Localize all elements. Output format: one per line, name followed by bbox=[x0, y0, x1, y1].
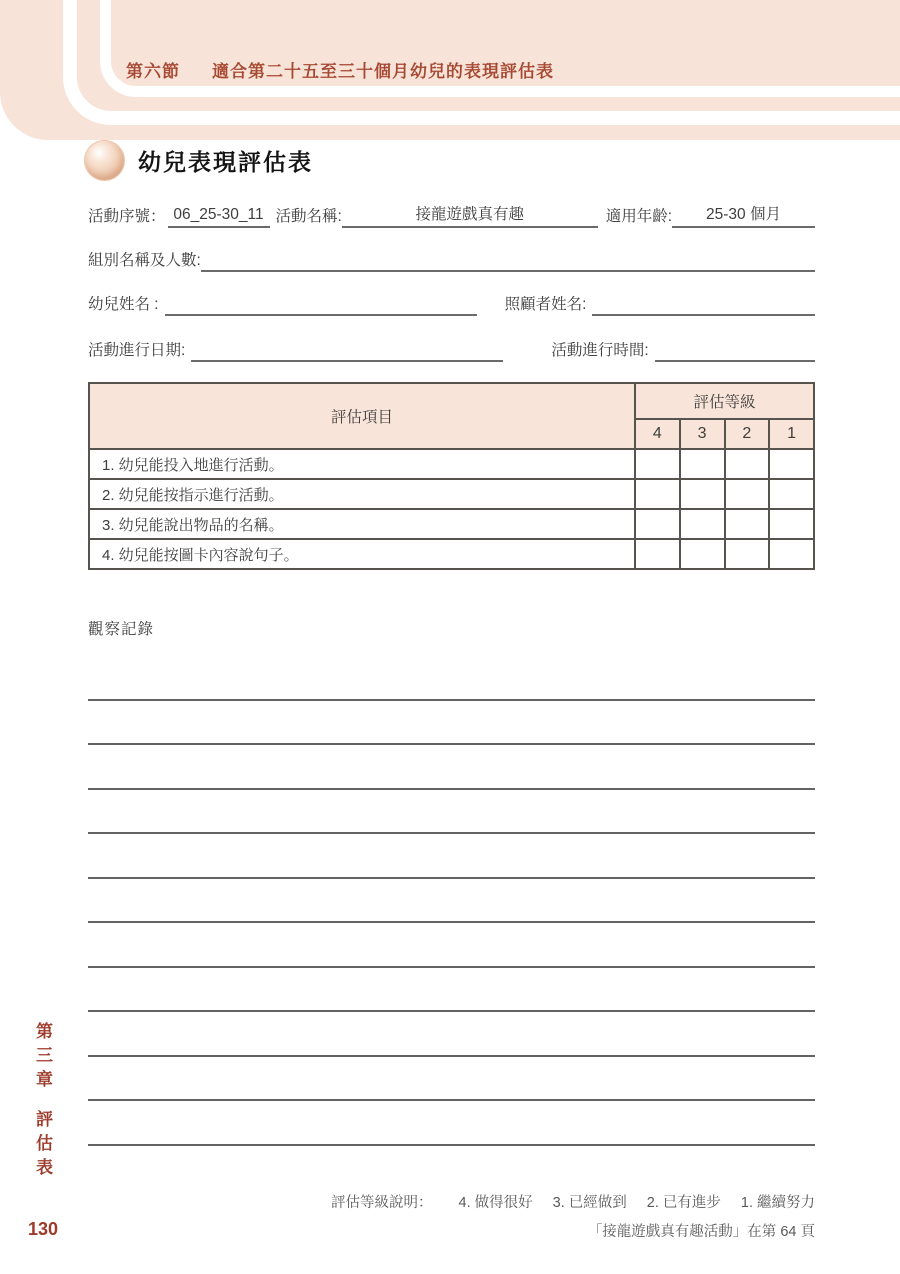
chapter-section-label: 評估表 bbox=[33, 1110, 52, 1182]
activity-time-label: 活動進行時間: bbox=[551, 342, 649, 359]
form-row-group bbox=[88, 246, 815, 272]
rating-cell[interactable] bbox=[680, 539, 725, 569]
child-name-field[interactable] bbox=[165, 290, 477, 316]
rating-cell[interactable] bbox=[725, 539, 770, 569]
section-title: 適合第二十五至三十個月幼兒的表現評估表 bbox=[212, 62, 554, 81]
assessment-table bbox=[88, 382, 815, 570]
writing-line[interactable] bbox=[88, 968, 815, 1013]
observation-lines bbox=[88, 656, 815, 1146]
item-text: 2. 幼兒能按指示進行活動。 bbox=[89, 479, 635, 509]
rating-cell[interactable] bbox=[769, 539, 814, 569]
items-column-header: 評估項目 bbox=[89, 383, 635, 449]
grade-column-header: 評估等級 bbox=[635, 383, 814, 419]
rating-cell[interactable] bbox=[725, 449, 770, 479]
item-text: 4. 幼兒能按圖卡內容說句子。 bbox=[89, 539, 635, 569]
banner-inner-frame bbox=[100, 0, 900, 97]
rating-cell[interactable] bbox=[725, 509, 770, 539]
rating-cell[interactable] bbox=[680, 479, 725, 509]
writing-line[interactable] bbox=[88, 745, 815, 790]
writing-line[interactable] bbox=[88, 923, 815, 968]
age-label: 適用年齡: bbox=[605, 208, 672, 225]
rating-cell[interactable] bbox=[680, 509, 725, 539]
table-row bbox=[89, 509, 814, 539]
group-field[interactable] bbox=[201, 246, 815, 272]
form-row-activity bbox=[88, 202, 815, 228]
grade-4-header: 4 bbox=[635, 419, 680, 449]
page-number: 130 bbox=[28, 1219, 59, 1239]
rating-cell[interactable] bbox=[635, 479, 680, 509]
writing-line[interactable] bbox=[88, 1012, 815, 1057]
item-text: 1. 幼兒能投入地進行活動。 bbox=[89, 449, 635, 479]
top-banner bbox=[0, 0, 900, 140]
grade-3-header: 3 bbox=[680, 419, 725, 449]
activity-name-label: 活動名稱: bbox=[275, 208, 342, 225]
legend-item: 4. 做得很好 bbox=[458, 1195, 533, 1211]
chapter-label: 第三章 bbox=[33, 1022, 52, 1094]
writing-line[interactable] bbox=[88, 1101, 815, 1146]
activity-number-label: 活動序號： bbox=[88, 208, 166, 225]
age-value: 25-30 個月 bbox=[706, 206, 781, 223]
rating-cell[interactable] bbox=[769, 479, 814, 509]
banner-title bbox=[126, 57, 554, 82]
activity-date-field[interactable] bbox=[191, 336, 503, 362]
activity-number-field[interactable] bbox=[168, 202, 270, 228]
activity-number-value: 06_25-30_11 bbox=[173, 206, 264, 223]
activity-name-field[interactable] bbox=[342, 202, 598, 228]
grade-legend bbox=[331, 1191, 815, 1212]
rating-cell[interactable] bbox=[635, 509, 680, 539]
item-text: 3. 幼兒能說出物品的名稱。 bbox=[89, 509, 635, 539]
child-name-label: 幼兒姓名 : bbox=[88, 296, 159, 313]
section-heading bbox=[85, 141, 313, 180]
page-title: 幼兒表現評估表 bbox=[138, 149, 313, 175]
activity-reference: 「接龍遊戲真有趣活動」在第 64 頁 bbox=[587, 1224, 815, 1240]
activity-date-label: 活動進行日期: bbox=[88, 342, 186, 359]
caregiver-name-field[interactable] bbox=[592, 290, 815, 316]
writing-line[interactable] bbox=[88, 701, 815, 746]
writing-line[interactable] bbox=[88, 834, 815, 879]
form-row-names bbox=[88, 290, 815, 316]
writing-line[interactable] bbox=[88, 1057, 815, 1102]
chapter-side-tab bbox=[30, 1022, 55, 1182]
rating-cell[interactable] bbox=[635, 449, 680, 479]
rating-cell[interactable] bbox=[635, 539, 680, 569]
legend-item: 1. 繼續努力 bbox=[740, 1195, 815, 1211]
rating-cell[interactable] bbox=[680, 449, 725, 479]
legend-label: 評估等級說明： bbox=[331, 1195, 433, 1211]
section-number: 第六節 bbox=[126, 62, 180, 81]
table-row bbox=[89, 539, 814, 569]
writing-line[interactable] bbox=[88, 879, 815, 924]
legend-item: 3. 已經做到 bbox=[552, 1195, 627, 1211]
activity-name-value: 接龍遊戲真有趣 bbox=[415, 206, 525, 223]
legend-item: 2. 已有進步 bbox=[646, 1195, 721, 1211]
form-row-datetime bbox=[88, 336, 815, 362]
pearl-bullet-icon bbox=[85, 141, 124, 180]
rating-cell[interactable] bbox=[769, 449, 814, 479]
group-label: 組別名稱及人數: bbox=[88, 252, 201, 269]
activity-time-field[interactable] bbox=[655, 336, 815, 362]
grade-1-header: 1 bbox=[769, 419, 814, 449]
table-header-row bbox=[89, 383, 814, 419]
rating-cell[interactable] bbox=[769, 509, 814, 539]
caregiver-name-label: 照顧者姓名: bbox=[504, 296, 587, 313]
table-row bbox=[89, 479, 814, 509]
writing-line[interactable] bbox=[88, 656, 815, 701]
writing-line[interactable] bbox=[88, 790, 815, 835]
rating-cell[interactable] bbox=[725, 479, 770, 509]
observation-label: 觀察記錄 bbox=[88, 621, 155, 638]
grade-2-header: 2 bbox=[725, 419, 770, 449]
age-field[interactable] bbox=[672, 202, 815, 228]
table-row bbox=[89, 449, 814, 479]
